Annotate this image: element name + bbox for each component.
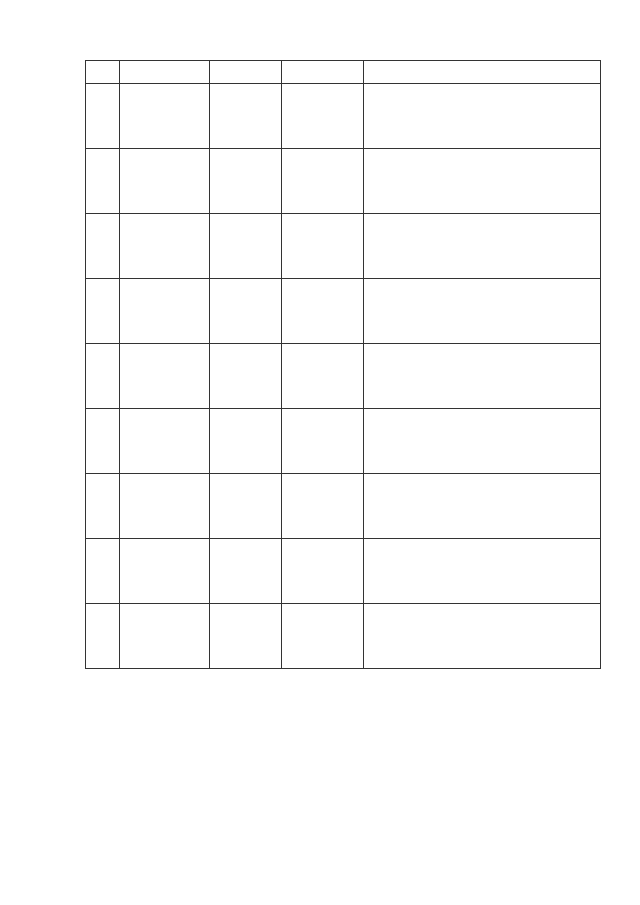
table-cell xyxy=(120,214,210,279)
table-cell xyxy=(282,279,364,344)
column-header xyxy=(86,61,120,84)
table-cell xyxy=(364,539,601,604)
table-cell xyxy=(210,474,282,539)
table-cell xyxy=(364,604,601,669)
column-header xyxy=(120,61,210,84)
table-cell xyxy=(120,604,210,669)
table-cell xyxy=(210,84,282,149)
table-cell xyxy=(364,344,601,409)
table-header-row xyxy=(86,61,601,84)
table-row xyxy=(86,344,601,409)
boundary-points-table xyxy=(85,60,601,669)
table-cell xyxy=(210,214,282,279)
table-cell xyxy=(210,604,282,669)
table-cell xyxy=(86,214,120,279)
page-number xyxy=(0,26,640,42)
table-cell xyxy=(86,604,120,669)
table-cell xyxy=(282,604,364,669)
table-cell xyxy=(282,84,364,149)
table-cell xyxy=(364,409,601,474)
table-row xyxy=(86,214,601,279)
table-cell xyxy=(364,149,601,214)
table-cell xyxy=(86,539,120,604)
table-cell xyxy=(120,149,210,214)
table-cell xyxy=(210,409,282,474)
table-cell xyxy=(86,279,120,344)
table-cell xyxy=(210,149,282,214)
table-cell xyxy=(282,409,364,474)
table-cell xyxy=(364,474,601,539)
table-row xyxy=(86,84,601,149)
table-cell xyxy=(364,279,601,344)
table-cell xyxy=(86,474,120,539)
table-cell xyxy=(120,84,210,149)
table-row xyxy=(86,149,601,214)
table-cell xyxy=(282,539,364,604)
table-row xyxy=(86,409,601,474)
table-cell xyxy=(282,214,364,279)
table-cell xyxy=(120,279,210,344)
table-cell xyxy=(86,149,120,214)
column-header xyxy=(364,61,601,84)
table-row xyxy=(86,474,601,539)
table-cell xyxy=(120,344,210,409)
table-cell xyxy=(282,474,364,539)
table-row xyxy=(86,604,601,669)
table-cell xyxy=(120,474,210,539)
table-cell xyxy=(86,409,120,474)
table-cell xyxy=(282,344,364,409)
table-cell xyxy=(86,84,120,149)
table-cell xyxy=(120,539,210,604)
table-cell xyxy=(210,539,282,604)
column-header xyxy=(210,61,282,84)
table-cell xyxy=(120,409,210,474)
table-cell xyxy=(364,214,601,279)
table-row xyxy=(86,279,601,344)
table-cell xyxy=(282,149,364,214)
table-cell xyxy=(210,279,282,344)
table-cell xyxy=(86,344,120,409)
table-cell xyxy=(210,344,282,409)
table-row xyxy=(86,539,601,604)
column-header xyxy=(282,61,364,84)
table-body xyxy=(86,84,601,669)
table-cell xyxy=(364,84,601,149)
